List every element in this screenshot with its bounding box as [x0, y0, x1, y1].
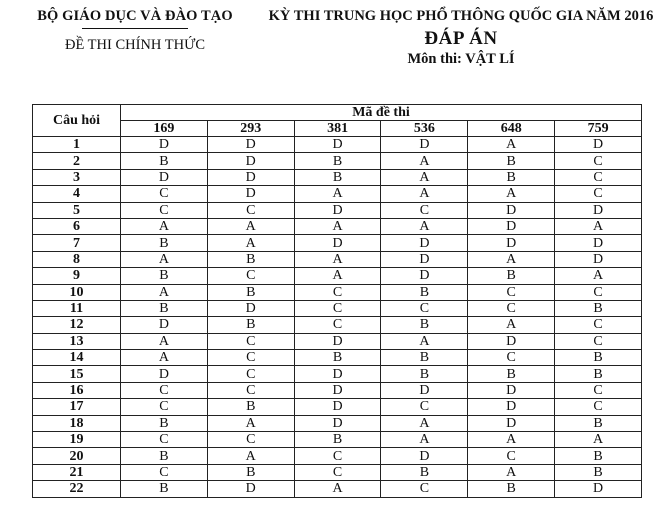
answer-cell: C — [294, 448, 381, 464]
question-column-header: Câu hỏi — [33, 105, 121, 137]
question-number: 9 — [33, 268, 121, 284]
answer-cell: D — [555, 481, 642, 497]
answer-cell: D — [121, 366, 208, 382]
answer-cell: C — [294, 317, 381, 333]
answer-cell: A — [381, 415, 468, 431]
answer-cell: D — [381, 448, 468, 464]
exam-code-header: 648 — [468, 121, 555, 137]
exam-code-header: 759 — [555, 121, 642, 137]
answer-cell: B — [121, 268, 208, 284]
question-number: 10 — [33, 284, 121, 300]
answer-cell: C — [207, 382, 294, 398]
answer-cell: C — [207, 366, 294, 382]
answer-cell: D — [468, 235, 555, 251]
answer-cell: C — [294, 284, 381, 300]
answer-cell: B — [294, 350, 381, 366]
answer-cell: B — [468, 366, 555, 382]
answer-cell: D — [207, 169, 294, 185]
answer-cell: C — [555, 399, 642, 415]
table-row — [33, 169, 642, 185]
question-number: 5 — [33, 202, 121, 218]
answer-cell: D — [381, 137, 468, 153]
answer-cell: A — [468, 137, 555, 153]
answer-cell: A — [468, 317, 555, 333]
answer-cell: B — [121, 481, 208, 497]
answer-cell: D — [294, 137, 381, 153]
answer-cell: D — [207, 300, 294, 316]
answer-cell: D — [294, 415, 381, 431]
answer-cell: B — [381, 350, 468, 366]
table-row — [33, 415, 642, 431]
answer-cell: C — [381, 399, 468, 415]
answer-cell: C — [555, 186, 642, 202]
answer-cell: B — [468, 268, 555, 284]
answer-cell: C — [381, 481, 468, 497]
answer-cell: D — [121, 169, 208, 185]
answer-cell: D — [207, 481, 294, 497]
subject-label: Môn thi: VẬT LÍ — [407, 51, 515, 67]
answer-cell: A — [294, 268, 381, 284]
question-number: 22 — [33, 481, 121, 497]
answer-cell: B — [381, 317, 468, 333]
table-row — [33, 399, 642, 415]
answer-cell: C — [121, 186, 208, 202]
answer-cell: C — [381, 300, 468, 316]
table-row — [33, 137, 642, 153]
answer-cell: A — [121, 350, 208, 366]
question-number: 3 — [33, 169, 121, 185]
answer-cell: C — [555, 382, 642, 398]
answer-cell: D — [294, 382, 381, 398]
answer-cell: D — [121, 317, 208, 333]
answer-cell: C — [555, 169, 642, 185]
exam-code-group-header: Mã đề thi — [121, 105, 642, 121]
answer-cell: C — [555, 333, 642, 349]
answer-cell: B — [381, 464, 468, 480]
answer-cell: D — [294, 399, 381, 415]
answer-cell: D — [468, 202, 555, 218]
answer-cell: A — [555, 218, 642, 234]
answer-cell: B — [121, 300, 208, 316]
table-row — [33, 382, 642, 398]
answer-cell: D — [381, 268, 468, 284]
answer-cell: A — [294, 218, 381, 234]
answer-cell: D — [381, 382, 468, 398]
question-number: 19 — [33, 432, 121, 448]
answer-cell: A — [381, 432, 468, 448]
answer-cell: B — [555, 350, 642, 366]
answer-cell: A — [207, 448, 294, 464]
answer-cell: B — [468, 153, 555, 169]
question-number: 6 — [33, 218, 121, 234]
exam-code-row — [33, 121, 642, 137]
answer-cell: C — [207, 268, 294, 284]
answer-cell: D — [294, 366, 381, 382]
question-number: 18 — [33, 415, 121, 431]
question-number: 15 — [33, 366, 121, 382]
answer-cell: B — [121, 153, 208, 169]
answer-cell: C — [468, 284, 555, 300]
question-number: 12 — [33, 317, 121, 333]
question-number: 2 — [33, 153, 121, 169]
table-row — [33, 366, 642, 382]
answer-cell: A — [121, 333, 208, 349]
table-row — [33, 448, 642, 464]
table-row — [33, 235, 642, 251]
table-row — [33, 300, 642, 316]
answer-cell: B — [381, 366, 468, 382]
answer-cell: C — [121, 399, 208, 415]
exam-code-header: 381 — [294, 121, 381, 137]
table-row — [33, 350, 642, 366]
table-row — [33, 481, 642, 497]
answer-cell: B — [207, 399, 294, 415]
answer-cell: A — [381, 153, 468, 169]
answer-cell: B — [555, 415, 642, 431]
answer-cell: A — [121, 251, 208, 267]
answer-cell: D — [294, 202, 381, 218]
table-row — [33, 153, 642, 169]
answer-cell: D — [294, 235, 381, 251]
answer-cell: B — [555, 448, 642, 464]
answer-cell: C — [294, 464, 381, 480]
table-row — [33, 464, 642, 480]
answer-cell: A — [381, 333, 468, 349]
header-divider — [82, 28, 188, 29]
answer-cell: B — [121, 448, 208, 464]
answer-cell: D — [207, 153, 294, 169]
question-number: 11 — [33, 300, 121, 316]
answer-cell: D — [555, 202, 642, 218]
header-left — [0, 8, 270, 54]
exam-code-header: 169 — [121, 121, 208, 137]
answer-cell: D — [555, 137, 642, 153]
answer-cell: C — [555, 153, 642, 169]
answer-cell: C — [555, 317, 642, 333]
answer-cell: C — [121, 202, 208, 218]
answer-cell: D — [555, 235, 642, 251]
answer-cell: B — [555, 464, 642, 480]
answer-cell: D — [381, 251, 468, 267]
answer-cell: A — [294, 251, 381, 267]
answer-cell: A — [207, 415, 294, 431]
question-number: 13 — [33, 333, 121, 349]
official-exam-label: ĐỀ THI CHÍNH THỨC — [64, 37, 205, 53]
answer-cell: C — [121, 382, 208, 398]
answer-cell: D — [555, 251, 642, 267]
table-row — [33, 333, 642, 349]
table-row — [33, 218, 642, 234]
answer-cell: A — [381, 186, 468, 202]
answer-cell: C — [207, 333, 294, 349]
question-number: 20 — [33, 448, 121, 464]
answer-cell: B — [555, 366, 642, 382]
question-number: 17 — [33, 399, 121, 415]
answer-cell: A — [207, 218, 294, 234]
answer-cell: B — [294, 432, 381, 448]
answer-cell: A — [468, 251, 555, 267]
answer-cell: A — [468, 432, 555, 448]
answer-cell: A — [381, 169, 468, 185]
answer-cell: C — [555, 284, 642, 300]
answer-cell: D — [468, 333, 555, 349]
table-row — [33, 432, 642, 448]
answer-cell: A — [381, 218, 468, 234]
answer-cell: B — [468, 481, 555, 497]
answer-cell: D — [468, 415, 555, 431]
question-number: 14 — [33, 350, 121, 366]
answer-cell: A — [468, 186, 555, 202]
answer-key-table — [32, 104, 642, 498]
exam-code-header: 293 — [207, 121, 294, 137]
answer-cell: A — [555, 432, 642, 448]
answer-cell: B — [555, 300, 642, 316]
document-title: ĐÁP ÁN — [424, 28, 498, 49]
answer-cell: D — [207, 137, 294, 153]
header-right — [262, 8, 660, 68]
table-row — [33, 186, 642, 202]
answer-cell: B — [121, 415, 208, 431]
table-row — [33, 317, 642, 333]
question-number: 21 — [33, 464, 121, 480]
table-row — [33, 202, 642, 218]
answer-cell: D — [207, 186, 294, 202]
answer-cell: B — [121, 235, 208, 251]
answer-cell: B — [207, 464, 294, 480]
answer-cell: B — [294, 153, 381, 169]
answer-cell: B — [294, 169, 381, 185]
answer-cell: C — [468, 300, 555, 316]
question-number: 16 — [33, 382, 121, 398]
answer-cell: B — [381, 284, 468, 300]
answer-cell: B — [207, 317, 294, 333]
answer-cell: B — [207, 251, 294, 267]
answer-rows — [33, 137, 642, 498]
answer-cell: C — [207, 350, 294, 366]
exam-title: KỲ THI TRUNG HỌC PHỔ THÔNG QUỐC GIA NĂM 2016 — [268, 8, 654, 24]
question-number: 8 — [33, 251, 121, 267]
answer-cell: D — [468, 399, 555, 415]
answer-cell: B — [468, 169, 555, 185]
answer-cell: D — [294, 333, 381, 349]
answer-cell: D — [121, 137, 208, 153]
answer-cell: D — [468, 382, 555, 398]
answer-cell: B — [207, 284, 294, 300]
answer-cell: C — [468, 448, 555, 464]
answer-cell: A — [468, 464, 555, 480]
answer-cell: D — [468, 218, 555, 234]
answer-cell: C — [381, 202, 468, 218]
answer-cell: A — [294, 186, 381, 202]
answer-cell: C — [207, 432, 294, 448]
question-number: 4 — [33, 186, 121, 202]
exam-code-header: 536 — [381, 121, 468, 137]
table-row — [33, 268, 642, 284]
answer-cell: A — [121, 218, 208, 234]
answer-cell: C — [294, 300, 381, 316]
ministry-name: BỘ GIÁO DỤC VÀ ĐÀO TẠO — [37, 8, 233, 24]
answer-cell: A — [294, 481, 381, 497]
table-row — [33, 251, 642, 267]
answer-cell: C — [468, 350, 555, 366]
answer-cell: C — [121, 432, 208, 448]
answer-cell: A — [121, 284, 208, 300]
question-number: 1 — [33, 137, 121, 153]
answer-cell: C — [121, 464, 208, 480]
answer-cell: C — [207, 202, 294, 218]
answer-cell: A — [555, 268, 642, 284]
question-number: 7 — [33, 235, 121, 251]
answer-cell: A — [207, 235, 294, 251]
answer-cell: D — [381, 235, 468, 251]
table-row — [33, 284, 642, 300]
